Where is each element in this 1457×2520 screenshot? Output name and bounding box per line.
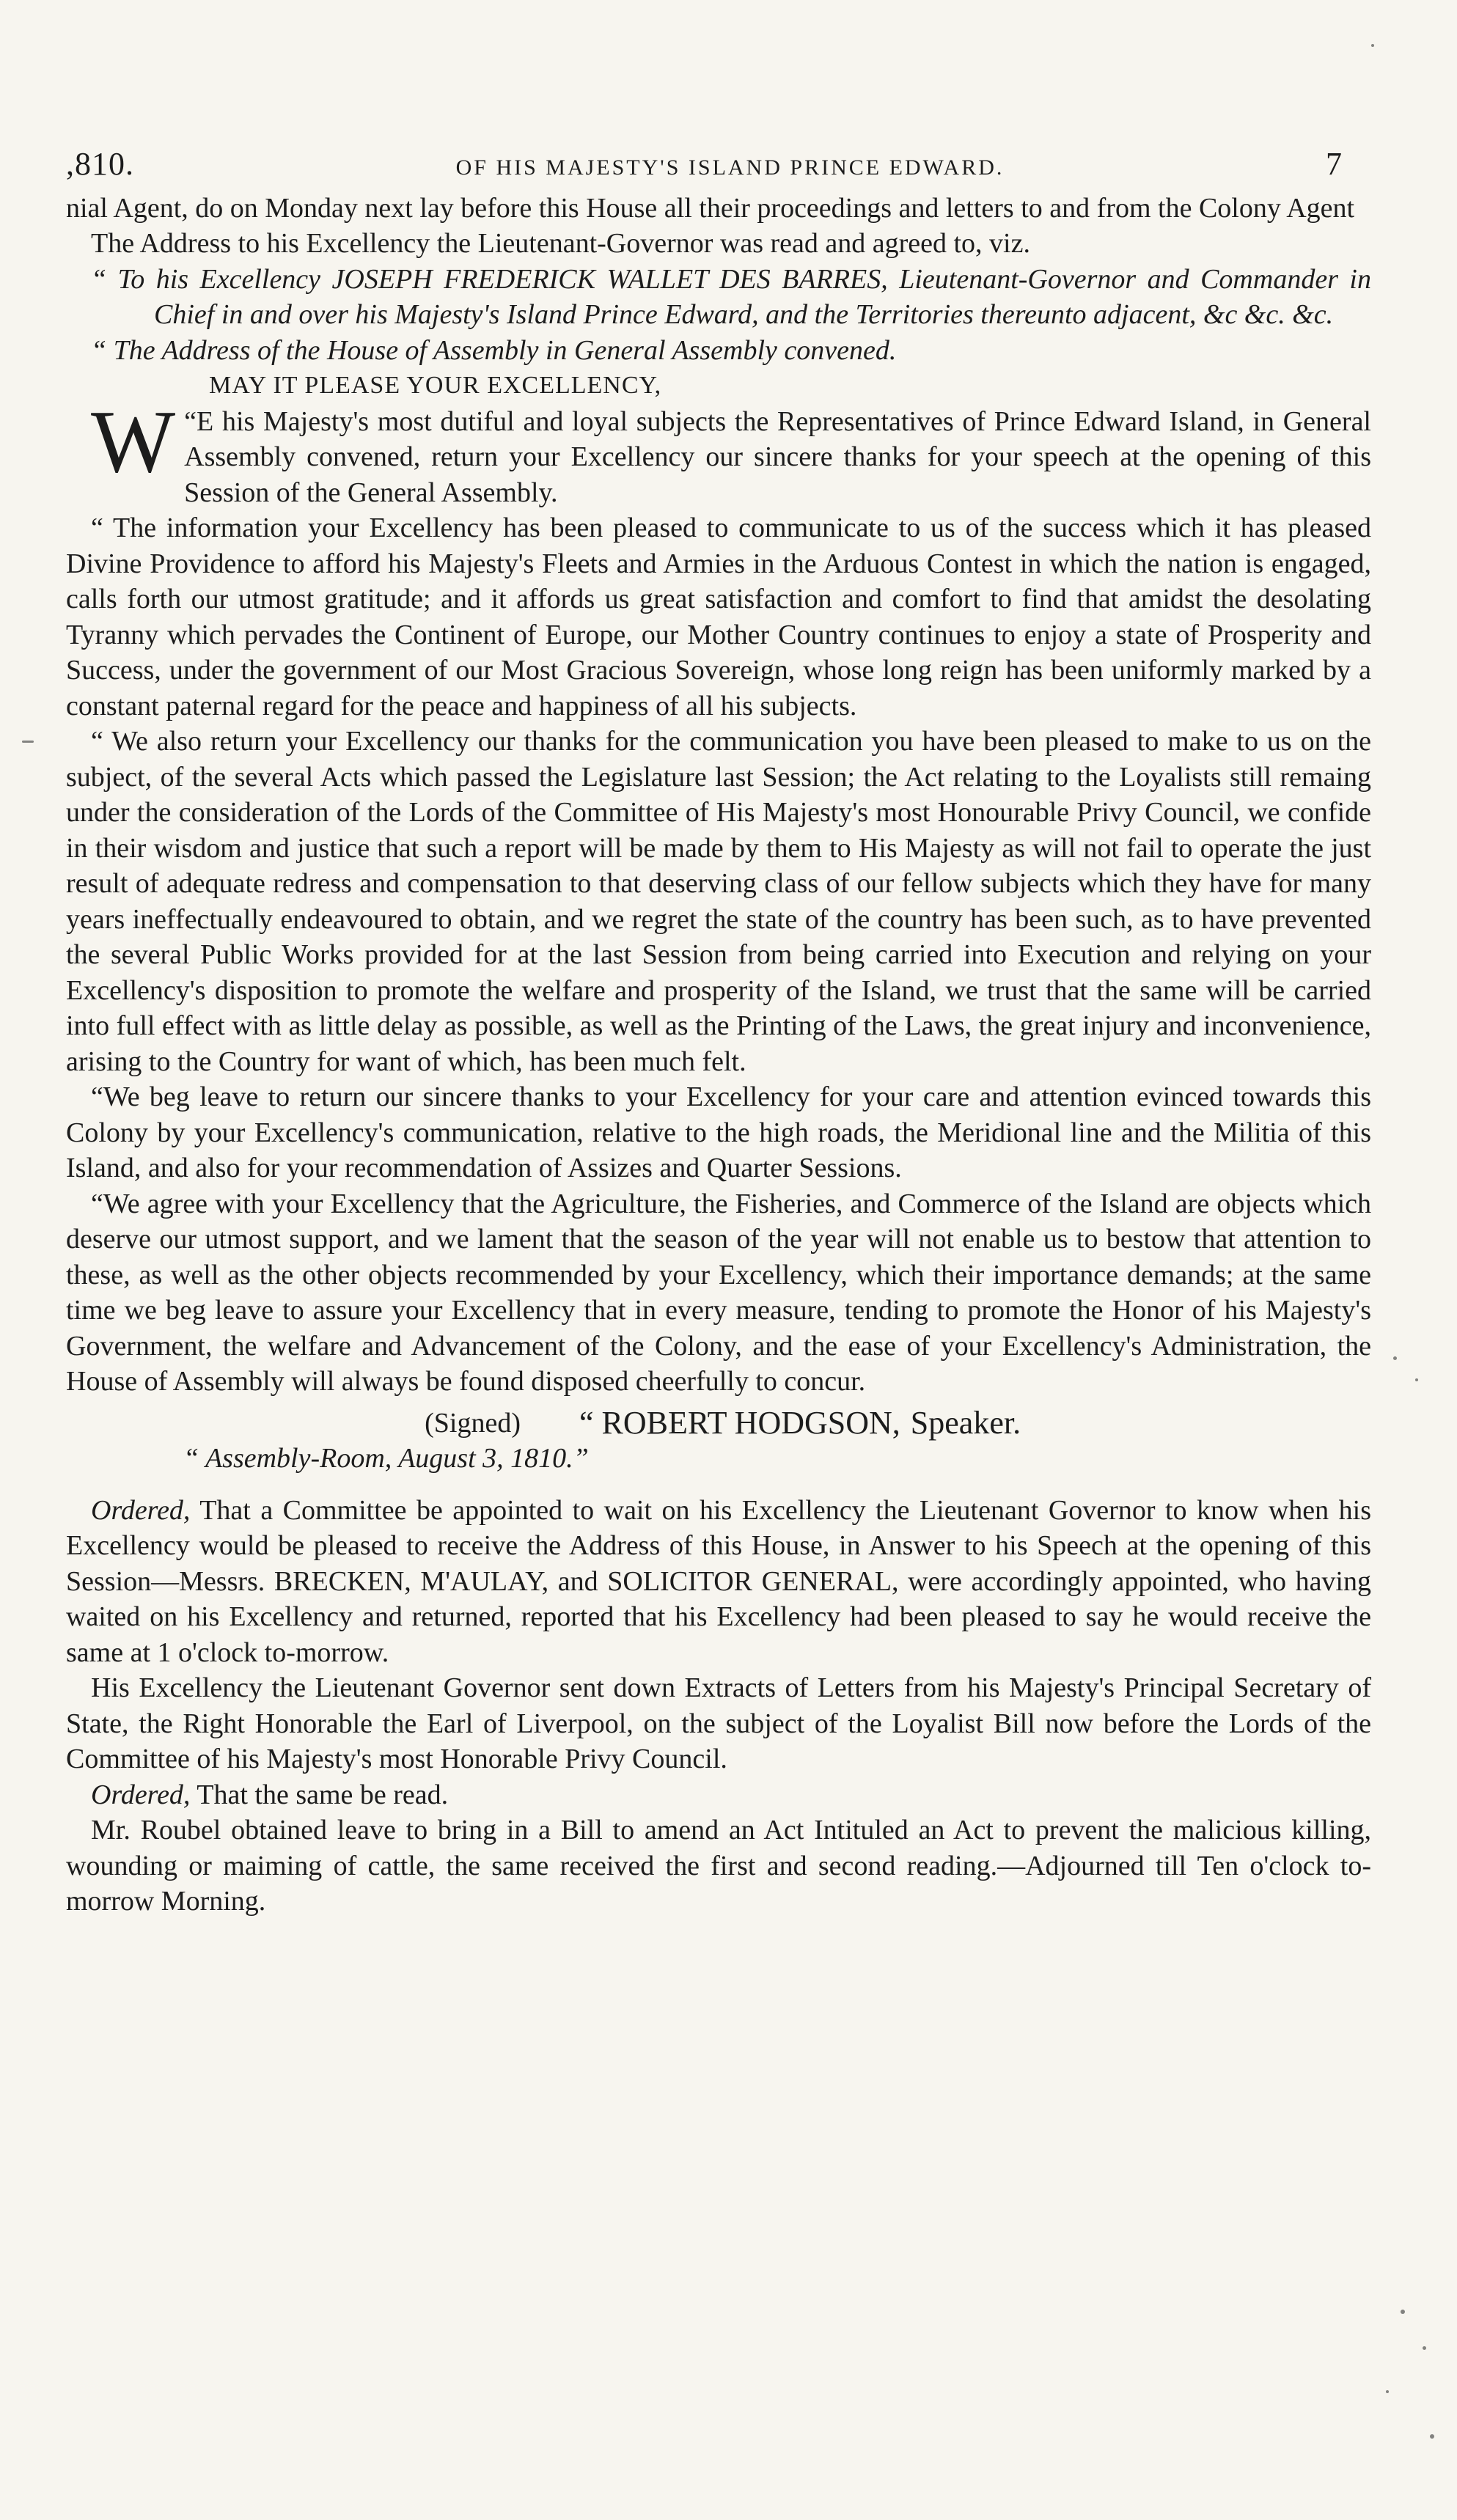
paragraph-colony-agent: nial Agent, do on Monday next lay before this House all their proceedings and letters to and from the Colony Agent — [66, 192, 1355, 224]
document-page — [66, 147, 1371, 1920]
running-title: OF HIS MAJESTY'S ISLAND PRINCE EDWARD. — [455, 155, 1005, 180]
date-line: “ Assembly-Room, August 3, 1810.” — [183, 1443, 589, 1474]
opening-quote: “ — [184, 405, 197, 437]
print-speck — [1430, 2434, 1434, 2439]
signature-block — [66, 1406, 1371, 1441]
paragraph-thanks-care: “We beg leave to return our sincere thanks to your Excellency for your care and attention evinced towards this Colony by your Excellency's communication, relative to the high roads, the Meridional line and the Militia of this Island, and also for your recommendation of Assizes and Quarter Sessions. — [66, 1081, 1371, 1183]
print-speck — [22, 741, 34, 743]
salutation: MAY IT PLEASE YOUR EXCELLENCY, — [209, 372, 662, 399]
paragraph-bill: Mr. Roubel obtained leave to bring in a Bill to amend an Act Intituled an Act to prevent the malicious killing, wounding or maiming of cattle, the same received the first and second reading.—Adjourned till Ten o'clock to-morrow Morning. — [66, 1815, 1371, 1917]
address-heading: “ The Address of the House of Assembly in General Assembly convened. — [91, 334, 897, 366]
paragraph-opening — [66, 392, 1371, 511]
signed-name: “ ROBERT HODGSON, — [579, 1404, 900, 1441]
print-speck — [1393, 1356, 1397, 1360]
address-recipient: “ To his Excellency JOSEPH FREDERICK WALLET DES BARRES, Lieutenant-Governor and Commander in Chief in and over his Majesty's Island Prince Edward, and the Territories thereunto adjacent, &c &c. &c. — [91, 263, 1371, 330]
opening-text: E his Majesty's most dutiful and loyal subjects the Representatives of Prince Edward Island, in General Assembly convened, return your Excellency our sincere thanks for your speech at the opening of this Session of the General Assembly. — [184, 405, 1371, 508]
paragraph-committee — [66, 1493, 1371, 1671]
section-gap — [66, 1477, 1371, 1493]
print-speck — [1423, 2346, 1426, 2350]
paragraph-information: “ The information your Excellency has been pleased to communicate to us of the success which it has pleased Divine Providence to afford his Majesty's Fleets and Armies in the Arduous Contest in which the nation is engaged, calls forth our utmost gratitude; and it affords us great satisfaction and comfort to find that amidst the desolating Tyranny which pervades the Continent of Europe, our Mother Country continues to enjoy a state of Prosperity and Success, under the government of our Most Gracious Sovereign, whose long reign has been uniformly marked by a constant paternal regard for the peace and happiness of all his subjects. — [66, 513, 1371, 721]
drop-cap: W — [91, 392, 176, 491]
signed-title: Speaker. — [910, 1404, 1021, 1441]
running-header — [66, 147, 1371, 186]
paragraph-thanks-acts: “ We also return your Excellency our thanks for the communication you have been pleased to make to us on the subject, of the several Acts which passed the Legislature last Session; the Act relating to the Loyalists still remaing under the consideration of the Lords of the Committee of His Majesty's most Honourable Privy Council, we confide in their wisdom and justice that such a report will be made by them to His Majesty as will not fail to operate the just result of adequate redress and compensation to that deserving class of our fellow subjects which they have for many years ineffectually endeavoured to obtain, and we regret the state of the country has been such, as to have prevented the several Public Works provided for at the last Session from being carried into Execution and relying on your Excellency's disposition to promote the welfare and prosperity of the Island, we trust that the same will be carried into full effect with as little delay as possible, as well as the Printing of the Laws, the great injury and inconvenience, arising to the Country for want of which, has been much felt. — [66, 726, 1371, 1077]
ordered-label-2: Ordered, — [91, 1779, 191, 1810]
header-year: ,810. — [66, 146, 134, 182]
paragraph-extracts: His Excellency the Lieutenant Governor sent down Extracts of Letters from his Majesty's Principal Secretary of State, the Right Honorable the Earl of Liverpool, on the subject of the Loyalist Bill now before the Lords of the Committee of his Majesty's most Honorable Privy Council. — [66, 1672, 1371, 1774]
print-speck — [1371, 44, 1374, 47]
ordered-label: Ordered, — [91, 1494, 191, 1526]
ordered-read-text: That the same be read. — [197, 1779, 449, 1810]
print-speck — [1386, 2390, 1389, 2393]
page-number: 7 — [1325, 146, 1342, 182]
paragraph-ordered-read — [66, 1777, 1371, 1813]
signed-label: (Signed) — [425, 1407, 521, 1439]
paragraph-address-read: The Address to his Excellency the Lieutenant-Governor was read and agreed to, viz. — [91, 228, 1030, 259]
paragraph-agriculture: “We agree with your Excellency that the Agriculture, the Fisheries, and Commerce of the Island are objects which deserve our utmost support, and we lament that the season of the year will not enable us to bestow that attention to these, as well as the other objects recommended by your Excellency, which their importance demands; at the same time we beg leave to assure your Excellency that in every measure, tending to promote the Honor of his Majesty's Government, the welfare and Advancement of the Colony, and the ease of your Excellency's Administration, the House of Assembly will always be found disposed cheerfully to concur. — [66, 1188, 1371, 1397]
print-speck — [1401, 2310, 1405, 2314]
committee-text: That a Committee be appointed to wait on his Excellency the Lieutenant Governor to know when his Excellency would be pleased to receive the Address of this House, in Answer to his Speech at the opening of this Session—Messrs. BRECKEN, M'AULAY, and SOLICITOR GENERAL, were accordingly appointed, who having waited on his Excellency and returned, reported that his Excellency had been pleased to say he would receive the same at 1 o'clock to-morrow. — [66, 1494, 1371, 1668]
print-speck — [1415, 1378, 1418, 1381]
